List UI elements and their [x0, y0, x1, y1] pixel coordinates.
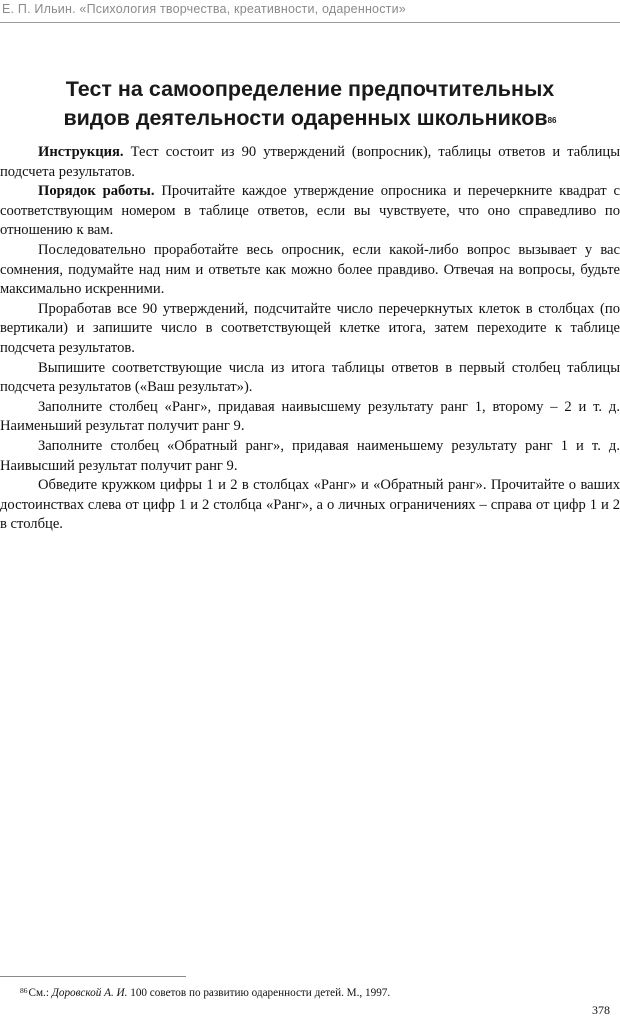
footnote-author: Доровской А. И. [51, 987, 128, 999]
footnote-rest: 100 советов по развитию одаренности детей. М., 1997. [127, 987, 391, 999]
body-text [0, 143, 620, 535]
paragraph-text: Прочитайте каждое утверждение опросника и перечеркните квадрат с соответствующим номером в таблице ответов, если вы чувствуете, что оно справедливо по отношению к вам. [0, 183, 620, 239]
paragraph-text: Последовательно проработайте весь опросник, если какой-либо вопрос вызывает у вас сомнения, подумайте над ним и ответьте как можно более правдиво. Отвечая на вопросы, будьте максимально искренними. [0, 241, 620, 298]
footnote [20, 987, 390, 999]
paragraph-lead: Порядок работы. [38, 183, 155, 200]
paragraph [0, 300, 620, 359]
header-rule [0, 22, 620, 23]
paragraph-text: Заполните столбец «Обратный ранг», придавая наименьшему результату ранг 1 и т. д. Наивысший результат получит ранг 9. [0, 437, 620, 474]
paragraph-text: Выпишите соответствующие числа из итога таблицы ответов в первый столбец таблицы подсчета результатов («Ваш результат»). [0, 359, 620, 396]
paragraph-text: Заполните столбец «Ранг», придавая наивысшему результату ранг 1, второму – 2 и т. д. Наименьший результат получит ранг 9. [0, 398, 620, 435]
paragraph-text: Проработав все 90 утверждений, подсчитайте число перечеркнутых клеток в столбцах (по вертикали) и запишите число в соответствующей клетке итога, затем переходите к таблице подсчета результатов. [0, 300, 620, 356]
title-line-1: Тест на самоопределение предпочтительных [65, 77, 555, 101]
footnote-prefix: См.: [28, 987, 52, 999]
paragraph [0, 241, 620, 300]
paragraph [0, 398, 620, 437]
paragraph-text: Обведите кружком цифры 1 и 2 в столбцах «Ранг» и «Обратный ранг». Прочитайте о ваших достоинствах слева от цифр 1 и 2 столбца «Ранг», а о личных ограничениях – справа от цифр 1 и 2 в столбце. [0, 477, 620, 533]
paragraph [0, 476, 620, 535]
page-number: 378 [592, 1003, 610, 1017]
paragraph-instruction [0, 143, 620, 182]
paragraph-lead: Инструкция. [38, 144, 124, 160]
footnote-rule [0, 976, 186, 977]
title-footnote-mark[interactable]: 86 [547, 116, 557, 125]
paragraph [0, 437, 620, 476]
paragraph-text: Тест состоит из 90 утверждений (вопросник), таблицы ответов и таблицы подсчета результатов. [0, 144, 620, 180]
paragraph-procedure [0, 182, 620, 241]
running-header: Е. П. Ильин. «Психология творчества, креативности, одаренности» [2, 2, 406, 16]
title-line-2: видов деятельности одаренных школьников [63, 106, 548, 130]
footnote-mark: 86 [20, 986, 28, 995]
section-title [0, 75, 620, 133]
paragraph [0, 359, 620, 398]
